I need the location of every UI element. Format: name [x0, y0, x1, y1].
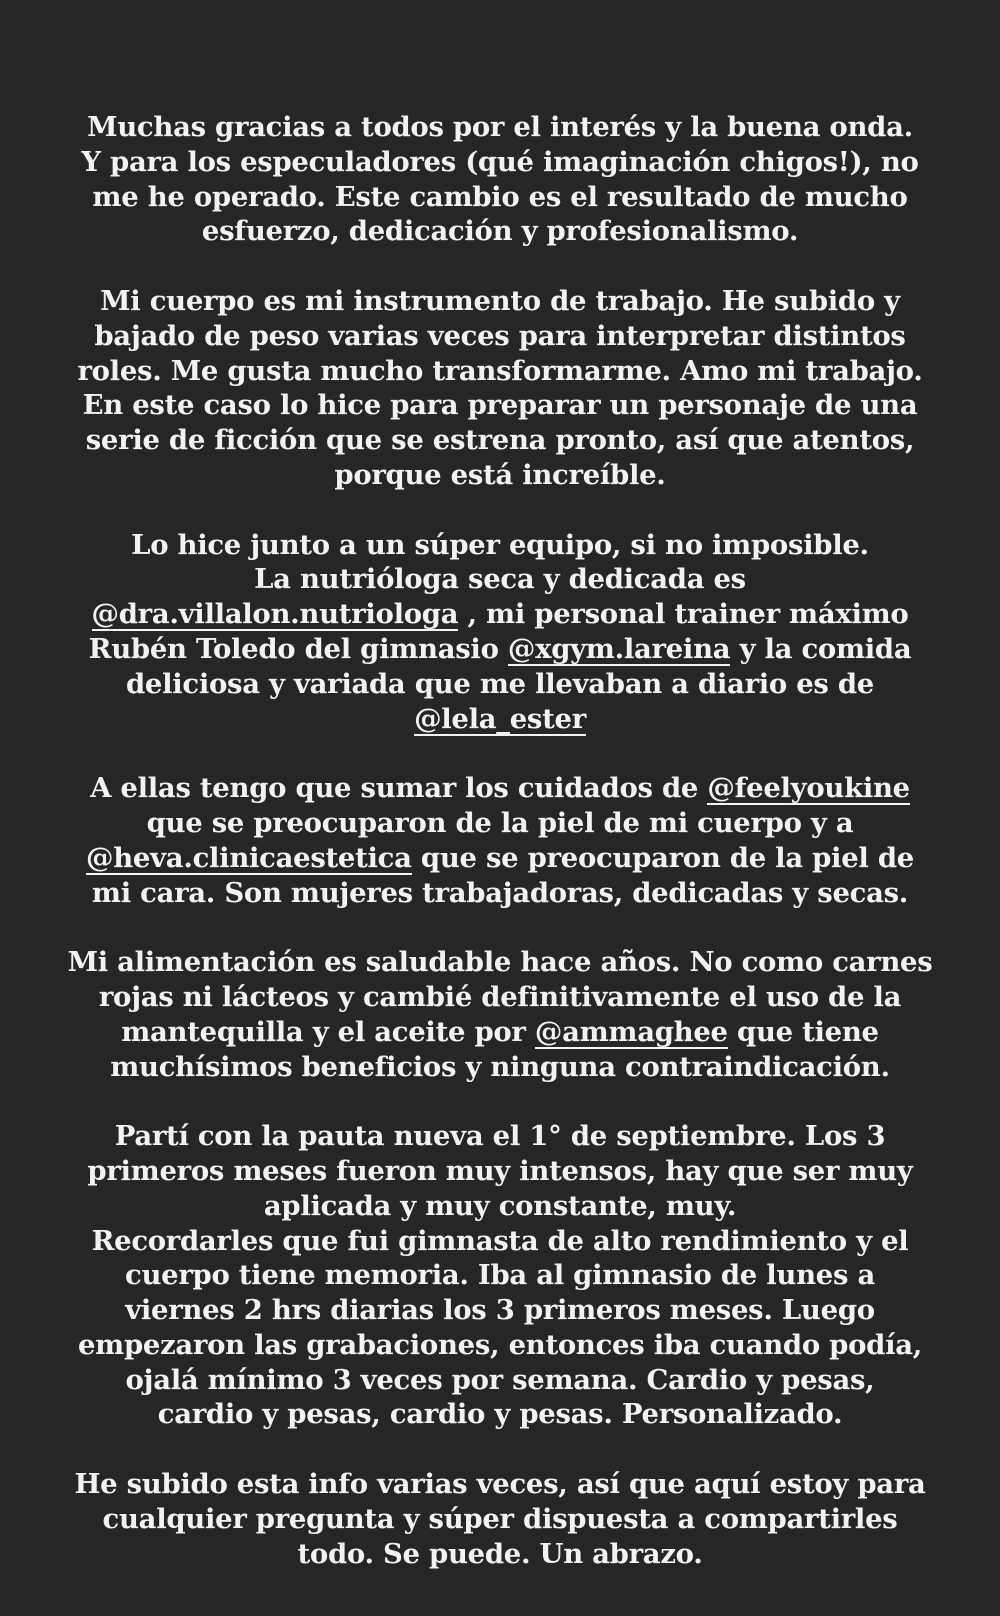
text-line: Lo hice junto a un súper equipo, si no imposible.	[131, 528, 869, 561]
text-line: ojalá mínimo 3 veces por semana. Cardio y pesas,	[125, 1363, 875, 1396]
mention-clinic-link[interactable]: @heva.clinicaestetica	[86, 841, 412, 874]
text-line: serie de ficción que se estrena pronto, así que atentos,	[85, 424, 915, 457]
text-line: todo. Se puede. Un abrazo.	[297, 1537, 703, 1570]
paragraph-care	[40, 771, 960, 910]
text-line	[40, 632, 960, 667]
paragraph-closing	[40, 1467, 960, 1571]
text-line: empezaron las grabaciones, entonces iba cuando podía,	[77, 1328, 923, 1361]
mention-gym-link[interactable]: @xgym.lareina	[507, 632, 731, 665]
text-line	[40, 1015, 960, 1050]
text-line: Muchas gracias a todos por el interés y la buena onda.	[87, 111, 913, 143]
text-line: cuerpo tiene memoria. Iba al gimnasio de lunes a	[125, 1259, 875, 1292]
paragraph-diet	[40, 945, 960, 1084]
text-line: viernes 2 hrs diarias los 3 primeros meses. Luego	[125, 1294, 875, 1327]
text-line: que se preocuparon de la piel de mi cuerpo y a	[146, 806, 854, 839]
text-line: Partí con la pauta nueva el 1° de septiembre. Los 3	[114, 1120, 886, 1153]
paragraph-body-work	[40, 284, 960, 493]
paragraph-thanks	[40, 110, 960, 249]
text-line	[40, 771, 960, 806]
text-line	[40, 702, 960, 737]
text-line: En este caso lo hice para preparar un personaje de una	[82, 389, 918, 422]
text-line: esfuerzo, dedicación y profesionalismo.	[201, 215, 799, 248]
text-fragment: , mi personal trainer máximo	[458, 598, 909, 631]
mention-nutritionist-link[interactable]: @dra.villalon.nutriologa	[91, 598, 459, 631]
text-fragment: que se preocuparon de la piel de	[411, 841, 914, 874]
text-line: aplicada y muy constante, muy.	[263, 1189, 737, 1222]
text-fragment: que tiene	[727, 1015, 879, 1048]
text-line: rojas ni lácteos y cambié definitivamente el uso de la	[98, 980, 902, 1013]
text-line: me he operado. Este cambio es el resultado de mucho	[92, 180, 908, 213]
text-line: Mi alimentación es saludable hace años. No como carnes	[67, 946, 933, 979]
text-line: muchísimos beneficios y ninguna contraindicación.	[110, 1050, 890, 1083]
text-fragment: y la comida	[730, 632, 912, 665]
text-line: bajado de peso varias veces para interpretar distintos	[94, 319, 906, 352]
text-fragment: Rubén Toledo del gimnasio	[88, 632, 508, 665]
text-line	[40, 597, 960, 632]
mention-ghee-link[interactable]: @ammaghee	[534, 1015, 728, 1048]
paragraph-team	[40, 528, 960, 737]
mention-food-link[interactable]: @lela_ester	[414, 702, 586, 735]
text-line: Recordarles que fui gimnasta de alto rendimiento y el	[91, 1224, 909, 1257]
text-line: Mi cuerpo es mi instrumento de trabajo. He subido y	[100, 284, 900, 317]
text-line: porque está increíble.	[334, 458, 666, 491]
text-line: deliciosa y variada que me llevaban a diario es de	[125, 667, 875, 700]
text-line: Y para los especuladores (qué imaginación chigos!), no	[81, 145, 919, 178]
text-line: cualquier pregunta y súper dispuesta a compartirles	[102, 1502, 898, 1535]
text-line: primeros meses fueron muy intensos, hay que ser muy	[87, 1154, 913, 1187]
paragraph-training	[40, 1119, 960, 1432]
text-line: mi cara. Son mujeres trabajadoras, dedicadas y secas.	[91, 876, 909, 909]
text-line: La nutrióloga seca y dedicada es	[254, 563, 746, 596]
text-line	[40, 841, 960, 876]
text-line: cardio y pesas, cardio y pesas. Personalizado.	[157, 1398, 843, 1431]
text-line: roles. Me gusta mucho transformarme. Amo mi trabajo.	[77, 354, 923, 387]
text-fragment: A ellas tengo que sumar los cuidados de	[90, 772, 708, 805]
text-fragment: mantequilla y el aceite por	[121, 1015, 535, 1048]
mention-kine-link[interactable]: @feelyoukine	[707, 772, 910, 805]
text-line: He subido esta info varias veces, así que aquí estoy para	[74, 1468, 926, 1501]
